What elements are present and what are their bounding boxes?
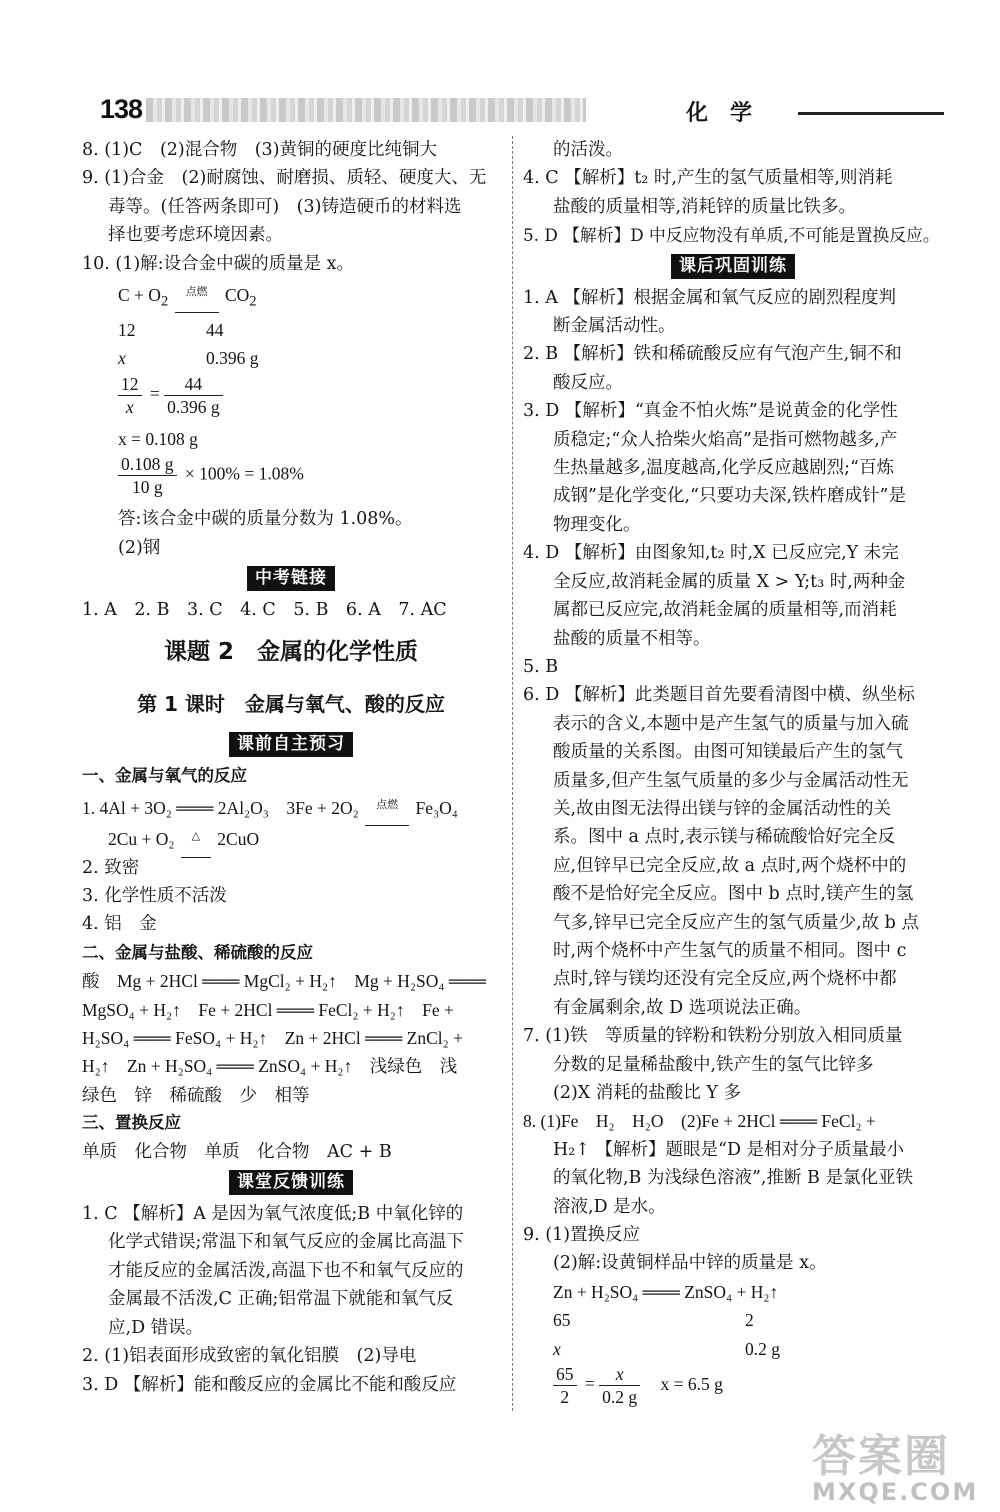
- banner-label: 中考链接: [247, 566, 335, 591]
- banner-label: 课后巩固训练: [671, 254, 795, 279]
- numerator: 44: [164, 373, 223, 396]
- after-6-line: 有金属剩余,故 D 选项说法正确。: [553, 997, 812, 1018]
- denominator: 10 g: [131, 477, 163, 498]
- after-2-line: 酸反应。: [553, 372, 623, 393]
- x-result: x = 0.108 g: [118, 428, 198, 449]
- denominator: 2: [560, 1387, 570, 1408]
- banner-label: 课前自主预习: [229, 732, 353, 757]
- denominator: x: [125, 396, 134, 417]
- eq-sub: 2: [160, 293, 169, 310]
- header-stripe: [798, 112, 944, 115]
- zinc-equation: Zn + H₂SO₄ ═══ ZnSO₄ + H₂↑: [553, 1281, 779, 1302]
- answer-9-line: 毒等。(任答两条即可) (3)铸造硬币的材料选: [108, 196, 462, 217]
- after-1-line: 1. A 【解析】根据金属和氧气反应的剧烈程度判: [523, 287, 896, 308]
- after-8-line: 的氧化物,B 为浅绿色溶液”,推断 B 是氯化亚铁: [553, 1168, 913, 1189]
- zinc-result: x = 6.5 g: [660, 1373, 723, 1394]
- numerator: 0.108 g: [118, 453, 177, 476]
- after-9-1: 9. (1)置换反应: [523, 1225, 641, 1246]
- after-6-line: 6. D 【解析】此类题目首先要看清图中横、纵坐标: [523, 685, 915, 706]
- class-2: 2. (1)铝表面形成致密的氧化铝膜 (2)导电: [82, 1346, 417, 1367]
- percent-tail: × 100% = 1.08%: [184, 463, 304, 484]
- after-8-line: 溶液,D 是水。: [553, 1196, 666, 1217]
- eq-condition: △: [179, 822, 213, 850]
- period-title: 第 1 课时 金属与氧气、酸的反应: [137, 692, 445, 717]
- acid-line: H₂SO₄ ═══ FeSO₄ + H₂↑ Zn + 2HCl ═══ ZnCl₂ +: [82, 1028, 463, 1049]
- mass-c: 12: [118, 319, 136, 340]
- answer-8: 8. (1)C (2)混合物 (3)黄铜的硬度比纯铜大: [82, 140, 438, 160]
- after-6-line: 气多,锌早已完全反应产生的氢气质量少,故 b 点: [553, 912, 919, 933]
- subject-title: 化学: [686, 100, 775, 126]
- after-3-line: 质稳定;“众人拾柴火焰高”是指可燃物越多,产: [553, 429, 898, 450]
- after-6-line: 酸不是恰好完全反应。图中 b 点时,镁产生的氢: [553, 884, 914, 905]
- eq-condition: 点燃: [173, 278, 221, 306]
- after-2-line: 2. B 【解析】铁和稀硫酸反应有气泡产生,铜不和: [523, 344, 902, 365]
- denominator: 0.396 g: [167, 396, 220, 417]
- left-column: [82, 136, 500, 1399]
- page-header: [78, 92, 944, 132]
- after-3-line: 物理变化。: [553, 514, 641, 535]
- answer-9-line: 择也要考虑环境因素。: [108, 225, 283, 246]
- class-4-line: 盐酸的质量相等,消耗锌的质量比铁多。: [553, 196, 857, 217]
- preview-1: [82, 791, 500, 822]
- fraction: [164, 373, 223, 418]
- equals: =: [584, 1373, 595, 1394]
- equals: =: [149, 383, 160, 404]
- section-heading: 一、金属与氧气的反应: [82, 766, 247, 786]
- banner-label: 课堂反馈训练: [229, 1170, 353, 1195]
- after-9-2: (2)解:设黄铜样品中锌的质量是 x。: [553, 1253, 827, 1274]
- fraction: [118, 373, 142, 418]
- answer-10-intro: 10. (1)解:设合金中碳的质量是 x。: [82, 253, 355, 274]
- numerator: x: [599, 1363, 640, 1386]
- eq-right-sub: 2: [249, 293, 257, 310]
- class-1-line: 1. C 【解析】A 是因为氧气浓度低;B 中氧化锌的: [82, 1204, 464, 1225]
- after-4-line: 属都已反应完,故消耗金属的质量相等,而消耗: [553, 600, 897, 621]
- unknown-row: [82, 344, 500, 372]
- banner-class-feedback: [82, 1168, 500, 1198]
- class-1-line: 金属最不活泼,C 正确;铝常温下就能和氧气反: [108, 1289, 454, 1310]
- class-3: 3. D 【解析】能和酸反应的金属比不能和酸反应: [82, 1374, 457, 1395]
- after-8-line: H₂↑ 【解析】题眼是“D 是相对分子质量最小: [553, 1139, 905, 1160]
- preview-4: 4. 铝 金: [82, 914, 157, 935]
- after-3-line: 生热量越多,温度越高,化学反应越剧烈;“百炼: [553, 458, 894, 479]
- unknown-x: x: [553, 1338, 561, 1359]
- lesson-title: 课题 2 金属的化学性质: [163, 639, 418, 666]
- equation-text: Fe₃O₄: [415, 797, 458, 818]
- after-6-line: 质量多,但产生氢气质量的多少与金属活动性无: [553, 770, 909, 791]
- mass-h2: 2: [745, 1310, 754, 1331]
- replacement-line: 单质 化合物 单质 化合物 AC + B: [82, 1141, 392, 1162]
- acid-line: 绿色 锌 稀硫酸 少 相等: [82, 1084, 310, 1105]
- fraction: [118, 453, 177, 498]
- watermark-url: MXQE.COM: [812, 1478, 979, 1506]
- after-5: 5. B: [523, 656, 559, 677]
- equation-text: 1. 4Al + 3O₂ ═══ 2Al₂O₃ 3Fe + 2O₂: [82, 797, 359, 818]
- class-3-cont: 的活泼。: [553, 140, 623, 160]
- answer-10-conclusion: 答:该合金中碳的质量分数为 1.08%。: [118, 509, 413, 530]
- mass-co2: 44: [206, 319, 224, 340]
- unknown-mass: 0.2 g: [745, 1338, 780, 1359]
- class-4-line: 4. C 【解析】t₂ 时,产生的氢气质量相等,则消耗: [523, 168, 893, 189]
- eq-condition: 点燃: [363, 791, 411, 819]
- answer-9-line: 9. (1)合金 (2)耐腐蚀、耐磨损、质轻、硬度大、无: [82, 168, 487, 189]
- banner-zhongkao: [82, 564, 500, 594]
- after-6-line: 表示的含义,本题中是产生氢气的质量与加入硫: [553, 713, 909, 734]
- after-7-line: (2)X 消耗的盐酸比 Y 多: [553, 1083, 741, 1103]
- section-heading: 三、置换反应: [82, 1113, 181, 1133]
- after-3-line: 成钢”是化学变化,“只要功夫深,铁杵磨成针”是: [553, 486, 906, 507]
- zinc-ratio: [523, 1363, 943, 1415]
- eq-right: CO: [224, 285, 250, 306]
- banner-preview: [82, 730, 500, 760]
- after-6-line: 点时,锌与镁均还没有完全反应,两个烧杯中都: [553, 969, 897, 990]
- ratio-equation: [82, 373, 500, 425]
- after-4-line: 盐酸的质量不相等。: [553, 628, 711, 649]
- preview-2: 2. 致密: [82, 857, 140, 878]
- zinc-mass-row: [523, 1306, 943, 1334]
- after-4-line: 全反应,故消耗金属的质量 X > Y;t₃ 时,两种金: [553, 571, 906, 592]
- unknown-mass: 0.396 g: [206, 348, 259, 369]
- preview-3: 3. 化学性质不活泼: [82, 886, 227, 906]
- numerator: 65: [553, 1363, 577, 1386]
- mass-zn: 65: [553, 1310, 571, 1331]
- banner-after-class: [523, 252, 943, 282]
- zhongkao-answers: 1. A 2. B 3. C 4. C 5. B 6. A 7. AC: [82, 599, 447, 620]
- after-7-line: 分数的足量稀盐酸中,铁产生的氢气比锌多: [553, 1054, 874, 1075]
- after-6-line: 时,两个烧杯中产生氢气的质量不相同。图中 c: [553, 940, 907, 961]
- watermark-logo: [812, 1420, 982, 1504]
- equation-text: 2Cu + O₂: [108, 829, 175, 850]
- acid-line: 酸 Mg + 2HCl ═══ MgCl₂ + H₂↑ Mg + H₂SO₄ ═══: [82, 971, 487, 992]
- header-band: [146, 98, 586, 122]
- after-7-line: 7. (1)铁 等质量的锌粉和铁粉分别放入相同质量: [523, 1026, 903, 1047]
- preview-1b: [82, 822, 500, 853]
- after-8-line: 8. (1)Fe H₂ H₂O (2)Fe + 2HCl ═══ FeCl₂ +: [523, 1111, 876, 1132]
- numerator: 12: [118, 373, 142, 396]
- fraction: [599, 1363, 640, 1408]
- class-5: 5. D 【解析】D 中反应物没有单质,不可能是置换反应。: [523, 225, 940, 246]
- class-1-line: 才能反应的金属活泼,高温下也不和氧气反应的: [108, 1260, 464, 1281]
- after-6-line: 关,故由图无法得出镁与锌的金属活动性的关: [553, 798, 892, 819]
- after-4-line: 4. D 【解析】由图象知,t₂ 时,X 已反应完,Y 未完: [523, 543, 899, 564]
- acid-line: H₂↑ Zn + H₂SO₄ ═══ ZnSO₄ + H₂↑ 浅绿色 浅: [82, 1056, 458, 1077]
- unknown-x: x: [118, 348, 126, 369]
- denominator: 0.2 g: [602, 1387, 638, 1408]
- after-6-line: 系。图中 a 点时,表示镁与稀硫酸恰好完全反: [553, 827, 896, 848]
- fraction: [553, 1363, 577, 1408]
- percent-equation: [82, 453, 500, 505]
- class-1-line: 化学式错误;常温下和氧气反应的金属比高温下: [108, 1232, 464, 1253]
- acid-line: MgSO₄ + H₂↑ Fe + 2HCl ═══ FeCl₂ + H₂↑ Fe +: [82, 999, 454, 1020]
- after-1-line: 断金属活动性。: [553, 316, 676, 337]
- mass-row: [82, 316, 500, 344]
- page-number: 138: [100, 94, 143, 124]
- equation-text: 2CuO: [217, 829, 260, 850]
- class-1-line: 应,D 错误。: [108, 1317, 204, 1338]
- right-column: [523, 136, 943, 1415]
- column-divider: [512, 136, 513, 1411]
- carbon-equation: [82, 278, 500, 316]
- eq-left: C + O: [118, 285, 161, 306]
- watermark-text: 答案圈: [812, 1431, 950, 1482]
- after-6-line: 应,但锌早已完全反应,故 a 点时,两个烧杯中的: [553, 855, 907, 876]
- after-6-line: 酸质量的关系图。由图可知镁最后产生的氢气: [553, 742, 903, 763]
- after-3-line: 3. D 【解析】“真金不怕火炼”是说黄金的化学性: [523, 401, 898, 422]
- section-heading: 二、金属与盐酸、稀硫酸的反应: [82, 942, 313, 962]
- zinc-unknown-row: [523, 1335, 943, 1363]
- answer-10-2: (2)钢: [118, 537, 161, 558]
